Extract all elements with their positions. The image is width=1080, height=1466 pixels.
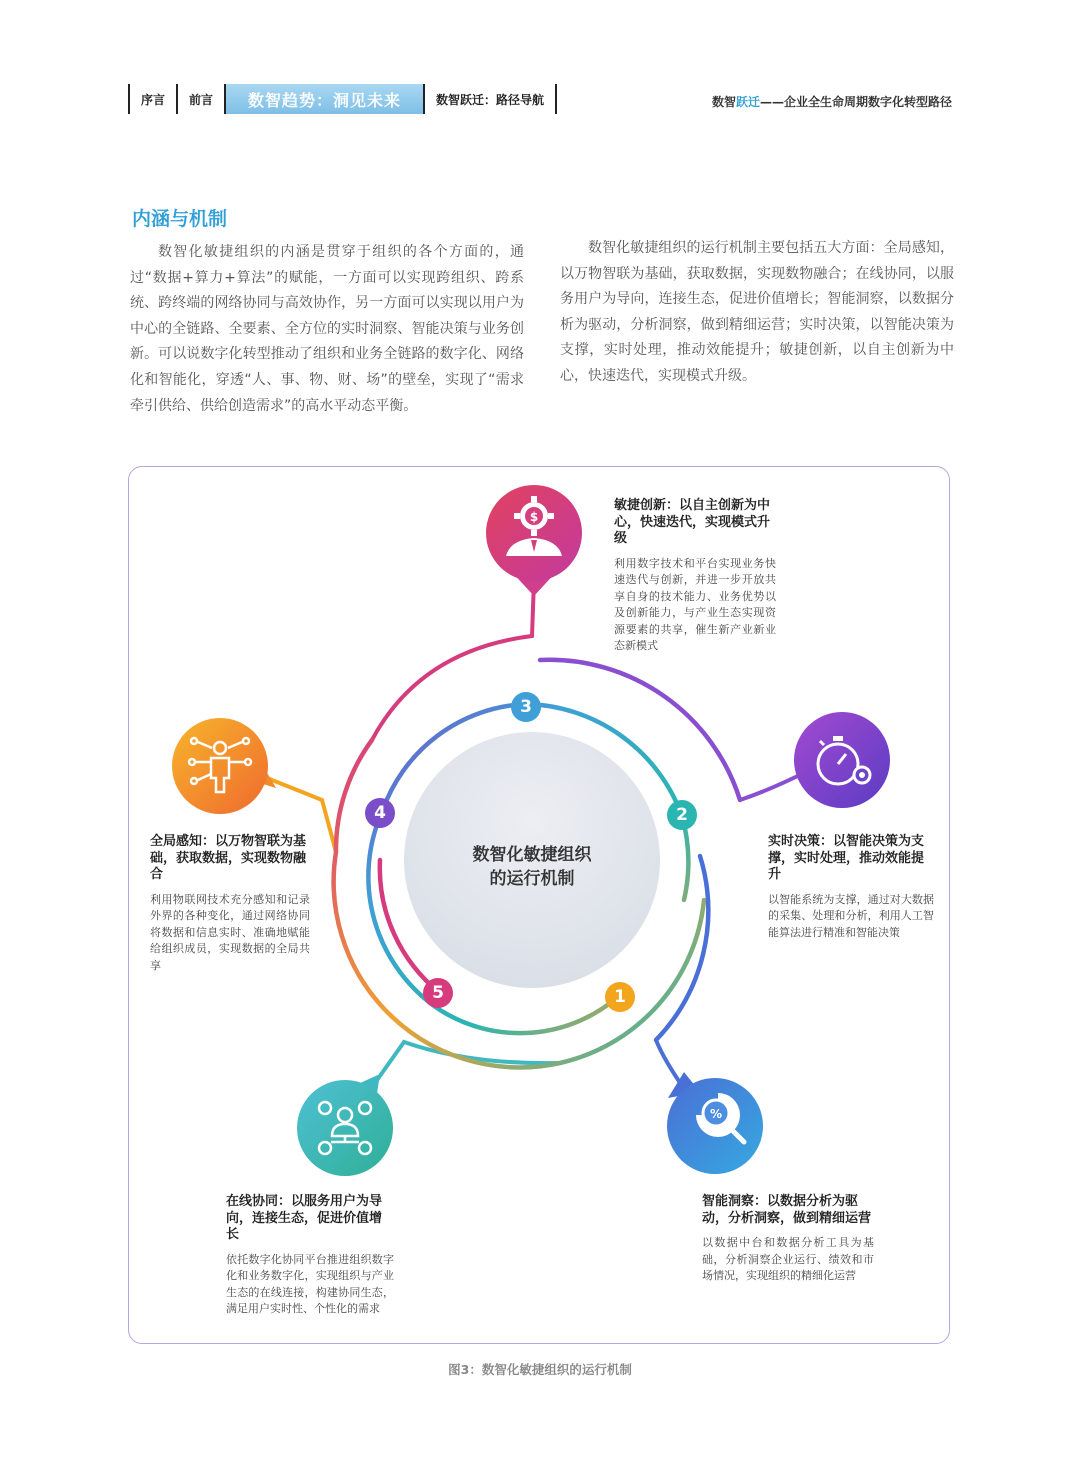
perception-pin xyxy=(172,718,276,814)
tab-foreword[interactable]: 前言 xyxy=(189,92,214,107)
top-nav xyxy=(128,84,557,114)
innovation-block xyxy=(614,498,776,655)
insight-desc: 以数据中台和数据分析工具为基础，分析洞察企业运行、绩效和市场情况，实现组织的精细化运营 xyxy=(702,1236,874,1282)
step-5-marker: 5 xyxy=(423,978,453,1008)
innovation-desc: 利用数字技术和平台实现业务快速迭代与创新，并进一步开放共享自身的技术能力、业务优势以及创新能力，与产业生态实现资源要素的共享，催生新产业新业态新模式 xyxy=(614,556,776,652)
tab-trends[interactable]: 数智趋势：洞见未来 xyxy=(226,84,423,114)
diagram-center-label xyxy=(404,843,660,891)
decision-pin xyxy=(794,712,890,808)
collaboration-title: 在线协同：以服务用户为导向，连接生态，促进价值增长 xyxy=(226,1194,383,1242)
step-4-marker: 4 xyxy=(365,798,395,828)
svg-text:%: % xyxy=(709,1107,723,1121)
step-3-marker: 3 xyxy=(511,692,541,722)
innovation-title: 敏捷创新：以自主创新为中心，快速迭代，实现模式升级 xyxy=(614,498,771,546)
figure-caption: 图3：数智化敏捷组织的运行机制 xyxy=(448,1362,632,1377)
innovation-pin xyxy=(486,485,582,596)
tab-roadmap[interactable]: 数智跃迁：路径导航 xyxy=(436,92,545,107)
perception-desc: 利用物联网技术充分感知和记录外界的各种变化，通过网络协同将数据和信息实时、准确地赋能给组织成员，实现数据的全局共享 xyxy=(150,892,310,972)
nav-divider xyxy=(555,84,557,114)
decision-block xyxy=(768,834,934,941)
collaboration-block xyxy=(226,1194,394,1318)
svg-text:$: $ xyxy=(529,510,539,524)
section-title: 内涵与机制 xyxy=(132,208,228,230)
perception-block xyxy=(150,834,310,974)
center-label-line2: 的运行机制 xyxy=(489,869,575,889)
step-2-marker: 2 xyxy=(667,800,697,830)
connotation-paragraph: 数智化敏捷组织的内涵是贯穿于组织的各个方面的，通过“数据+算力+算法”的赋能，一方面可以实现跨组织、跨系统、跨终端的网络协同与高效协作，另一方面可以实现以用户为中心的全链路、全要素、全方位的实时洞察、智能决策与业务创新。可以说数字化转型推动了组织和业务全链路的数字化、网络化和智能化，穿透“人、事、物、财、场”的壁垒，实现了“需求牵引供给、供给创造需求”的高水平动态平衡。 xyxy=(130,244,524,414)
perception-title: 全局感知：以万物智联为基础，获取数据，实现数物融合 xyxy=(150,834,307,882)
connector-innovation xyxy=(372,580,534,740)
insight-block xyxy=(702,1194,874,1285)
tab-preface[interactable]: 序言 xyxy=(141,92,166,107)
publication-title xyxy=(712,93,952,110)
decision-desc: 以智能系统为支撑，通过对大数据的采集、处理和分析，利用人工智能算法进行精准和智能决策 xyxy=(768,892,934,939)
collaboration-desc: 依托数字化协同平台推进组织数字化和业务数字化，实现组织与产业生态的在线连接，构建协同生态，满足用户实时性、个性化的需求 xyxy=(226,1252,394,1315)
center-label-line1: 数智化敏捷组织 xyxy=(472,845,592,865)
insight-pin xyxy=(667,1072,763,1174)
outer-ring-right xyxy=(656,856,708,1040)
decision-title: 实时决策：以智能决策为支撑，实时处理，推动效能提升 xyxy=(768,834,925,882)
mechanism-paragraph: 数智化敏捷组织的运行机制主要包括五大方面：全局感知，以万物智联为基础，获取数据，实现数物融合；在线协同，以服务用户为导向，连接生态，促进价值增长；智能洞察，以数据分析为驱动，分析洞察，做到精细运营；实时决策，以智能决策为支撑，实时处理，推动效能提升；敏捷创新，以自主创新为中心，快速迭代，实现模式升级。 xyxy=(560,240,954,384)
collaboration-pin xyxy=(297,1074,393,1176)
step-1-marker: 1 xyxy=(605,982,635,1012)
brand-part-a: 数智 xyxy=(711,95,736,109)
insight-title: 智能洞察：以数据分析为驱动，分析洞察，做到精细运营 xyxy=(702,1194,872,1226)
brand-part-subtitle: ——企业全生命周期数字化转型路径 xyxy=(759,95,952,109)
brand-part-highlight: 跃迁 xyxy=(735,95,760,109)
